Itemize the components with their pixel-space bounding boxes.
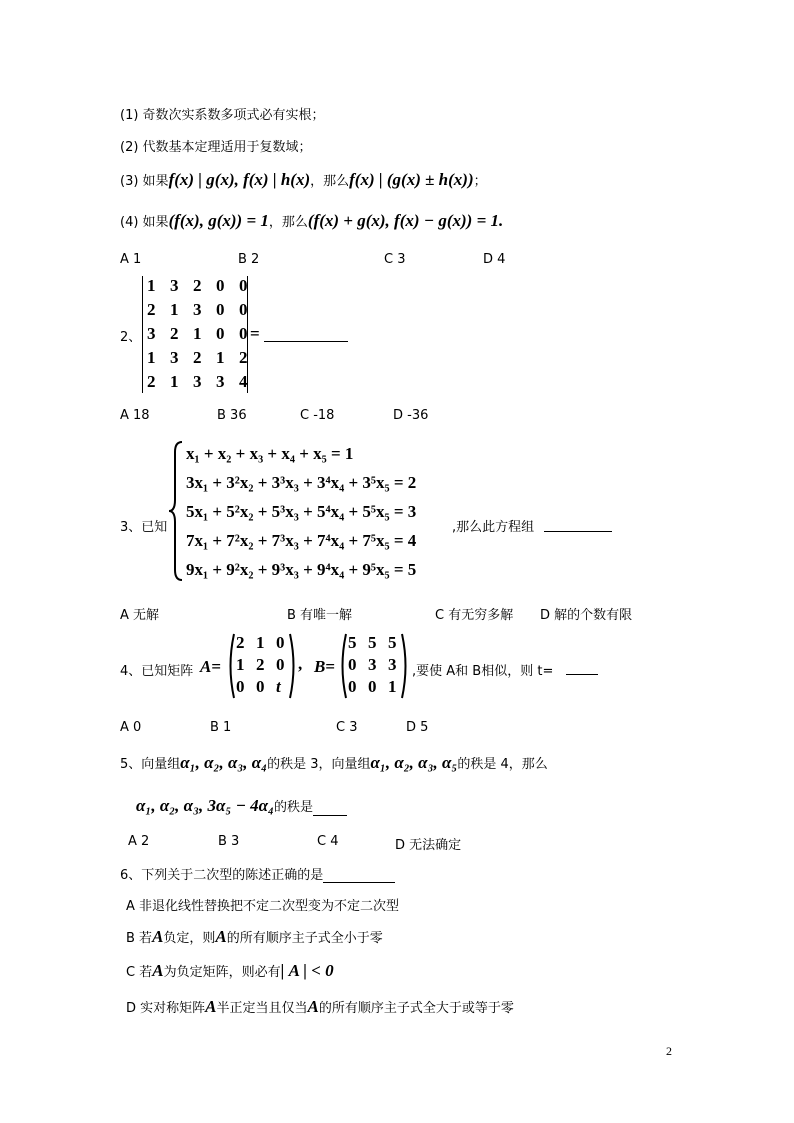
q4-comma: , <box>298 654 303 673</box>
q4-matrix-a <box>226 632 298 700</box>
q6-option-b <box>126 927 383 947</box>
q2-option-b: B 36 <box>217 408 247 423</box>
q2-determinant-entry: 0 <box>216 276 225 295</box>
q4-matrix-a-entry: 1 <box>256 633 265 652</box>
q6-option-b-pre: B 若 <box>126 931 153 946</box>
q2-determinant-entry: 0 <box>239 276 248 295</box>
q4-matrix-b-entry: 3 <box>368 655 377 674</box>
q4-matrix-a-entry: 0 <box>236 677 245 696</box>
q2-determinant-entry: 1 <box>216 348 225 367</box>
q2-determinant-entry: 3 <box>193 372 202 391</box>
q1-item1: (1) 奇数次实系数多项式必有实根； <box>120 108 325 123</box>
q4-matrix-b-entry: 3 <box>388 655 397 674</box>
q3-option-a: A 无解 <box>120 608 160 623</box>
q1-option-a: A 1 <box>120 252 142 267</box>
q5-set1: α₁, α₂, α₃, α₄ <box>180 753 268 772</box>
q6-label: 6、下列关于二次型的陈述正确的是 <box>120 868 324 883</box>
q1-item2: (2) 代数基本定理适用于复数域； <box>120 140 312 155</box>
q2-determinant <box>142 276 248 393</box>
q4-matrix-b-entry: 0 <box>348 655 357 674</box>
q3-equation-1: x₁ + x₂ + x₃ + x₄ + x₅ = 1 <box>186 444 354 463</box>
q4-matrix-a-entry: 0 <box>256 677 265 696</box>
q6-option-d-matrix-2: A <box>307 997 319 1016</box>
q5-line2 <box>136 796 347 816</box>
q6-option-c-matrix: A <box>152 961 164 980</box>
page-number: 2 <box>666 1044 672 1058</box>
q4-matrix-b-entry: 5 <box>348 633 357 652</box>
q5-set2: α₁, α₂, α₃, α₅ <box>370 753 458 772</box>
q4-matrix-b-entry: 0 <box>348 677 357 696</box>
q1-item4-mid: ，那么 <box>268 215 308 230</box>
q1-option-d: D 4 <box>483 252 506 267</box>
q2-determinant-entry: 3 <box>193 300 202 319</box>
q3-option-c: C 有无穷多解 <box>435 608 514 623</box>
q2-label: 2、 <box>120 330 142 345</box>
q4-matrix-b-symbol: B <box>314 657 326 676</box>
q2-determinant-entry: 1 <box>170 300 179 319</box>
q2-determinant-entry: 0 <box>239 300 248 319</box>
q3-equation-2: 3x₁ + 3²x₂ + 3³x₃ + 3⁴x₄ + 3⁵x₅ = 2 <box>186 473 417 492</box>
q2-determinant-entry: 0 <box>239 324 248 343</box>
q1-option-b: B 2 <box>238 252 260 267</box>
q2-option-d: D -36 <box>393 408 429 423</box>
q2-determinant-entry: 1 <box>170 372 179 391</box>
q3-option-d: D 解的个数有限 <box>540 608 633 623</box>
q4-matrix-a-entry: 0 <box>276 655 285 674</box>
q2-determinant-entry: 2 <box>170 324 179 343</box>
q4-answer-blank[interactable] <box>566 661 598 675</box>
q4-matrix-a-entry: 2 <box>256 655 265 674</box>
q4-option-c: C 3 <box>336 720 358 735</box>
q2-option-a: A 18 <box>120 408 150 423</box>
q1-item4-math2: (f(x) + g(x), f(x) − g(x)) = 1. <box>307 211 504 230</box>
q1-item3-mid: ，那么 <box>310 174 350 189</box>
q5-set3: α₁, α₂, α₃, 3α₅ − 4α₄ <box>136 796 274 815</box>
q6-option-c-math: | A | < 0 <box>280 961 334 980</box>
q1-item4-prefix: (4) 如果 <box>120 215 169 230</box>
q3-suffix: ,那么此方程组 <box>452 520 535 535</box>
q2-determinant-entry: 2 <box>239 348 248 367</box>
q3-equation-3: 5x₁ + 5²x₂ + 5³x₃ + 5⁴x₄ + 5⁵x₅ = 3 <box>186 502 417 521</box>
q4-matrix-a-entry: 0 <box>276 633 285 652</box>
q2-determinant-entry: 4 <box>239 372 248 391</box>
q2-determinant-entry: 2 <box>147 372 156 391</box>
q2-determinant-entry: 0 <box>216 324 225 343</box>
q3-option-b: B 有唯一解 <box>287 608 353 623</box>
q1-item3-math2: f(x) | (g(x) ± h(x)) <box>349 170 474 189</box>
q5-option-a: A 2 <box>128 834 150 849</box>
q6-option-a: A 非退化线性替换把不定二次型变为不定二次型 <box>126 899 400 914</box>
q4-matrix-b-entry: 0 <box>368 677 377 696</box>
q3-label: 3、已知 <box>120 520 168 535</box>
q6-option-b-mid: 负定，则 <box>163 931 216 946</box>
q6-option-c-pre: C 若 <box>126 965 153 980</box>
q2-determinant-entry: 0 <box>216 300 225 319</box>
q4-matrix-a-name <box>200 657 221 677</box>
q3-system-brace <box>168 440 184 582</box>
q6-line <box>120 864 395 883</box>
q6-option-b-post: 的所有顺序主子式全小于零 <box>226 931 383 946</box>
q5-option-b: B 3 <box>218 834 240 849</box>
q1-item4-math1: (f(x), g(x)) = 1 <box>168 211 269 230</box>
q6-option-d-post: 的所有顺序主子式全大于或等于零 <box>318 1001 514 1016</box>
q1-item3-math1: f(x) | g(x), f(x) | h(x) <box>168 170 311 189</box>
q6-option-c-mid: 为负定矩阵，则必有 <box>163 965 281 980</box>
q1-item3-prefix: (3) 如果 <box>120 174 169 189</box>
q2-equals: = <box>250 324 260 343</box>
q6-option-d <box>126 997 514 1017</box>
q4-matrix-b-entry: 5 <box>368 633 377 652</box>
q6-answer-blank[interactable] <box>323 868 395 883</box>
q1-item3 <box>120 170 487 190</box>
q4-matrix-a-entry: t <box>276 677 281 696</box>
q4-option-d: D 5 <box>406 720 429 735</box>
q2-determinant-entry: 3 <box>147 324 156 343</box>
q4-matrix-b-entry: 5 <box>388 633 397 652</box>
q1-item4 <box>120 211 503 231</box>
q6-option-c <box>126 961 334 981</box>
q2-determinant-entry: 2 <box>193 348 202 367</box>
q4-option-b: B 1 <box>210 720 232 735</box>
q2-determinant-entry: 2 <box>193 276 202 295</box>
q4-suffix: ,要使 A和 B相似，则 t= <box>412 664 554 679</box>
q5-option-c: C 4 <box>317 834 339 849</box>
q6-option-d-matrix-1: A <box>205 997 217 1016</box>
q1-option-c: C 3 <box>384 252 406 267</box>
q3-equation-4: 7x₁ + 7²x₂ + 7³x₃ + 7⁴x₄ + 7⁵x₅ = 4 <box>186 531 417 550</box>
q4-option-a: A 0 <box>120 720 142 735</box>
q3-answer-blank[interactable] <box>544 517 612 532</box>
q4-label: 4、已知矩阵 <box>120 664 194 679</box>
q6-option-d-mid: 半正定当且仅当 <box>216 1001 308 1016</box>
q4-matrix-b <box>338 632 410 700</box>
q2-option-c: C -18 <box>300 408 335 423</box>
q5-text3: 的秩是 <box>273 800 313 815</box>
q2-determinant-entry: 1 <box>147 348 156 367</box>
q5-text2: 的秩是 4，那么 <box>457 757 548 772</box>
q2-determinant-entry: 2 <box>147 300 156 319</box>
q2-determinant-entry: 3 <box>216 372 225 391</box>
q5-answer-blank[interactable] <box>313 801 347 816</box>
q4-matrix-a-entry: 1 <box>236 655 245 674</box>
q5-label: 5、向量组 <box>120 757 181 772</box>
q4-matrix-b-name <box>314 657 335 677</box>
q4-matrix-a-symbol: A <box>200 657 212 676</box>
q2-determinant-entry: 3 <box>170 276 179 295</box>
q4-equals-b: = <box>325 657 336 676</box>
q4-matrix-a-entry: 2 <box>236 633 245 652</box>
q6-option-b-matrix-1: A <box>152 927 164 946</box>
q5-option-d: D 无法确定 <box>395 838 462 853</box>
q2-determinant-entry: 1 <box>147 276 156 295</box>
q5-text1: 的秩是 3，向量组 <box>267 757 371 772</box>
q6-option-d-pre: D 实对称矩阵 <box>126 1001 206 1016</box>
q2-answer-blank[interactable] <box>264 325 348 342</box>
q5-line1 <box>120 753 548 773</box>
q2-determinant-entry: 1 <box>193 324 202 343</box>
q4-equals-a: = <box>211 657 222 676</box>
q4-matrix-b-entry: 1 <box>388 677 397 696</box>
q3-equation-5: 9x₁ + 9²x₂ + 9³x₃ + 9⁴x₄ + 9⁵x₅ = 5 <box>186 560 417 579</box>
q2-determinant-entry: 3 <box>170 348 179 367</box>
q1-item3-suffix: ； <box>473 174 487 189</box>
q6-option-b-matrix-2: A <box>215 927 227 946</box>
